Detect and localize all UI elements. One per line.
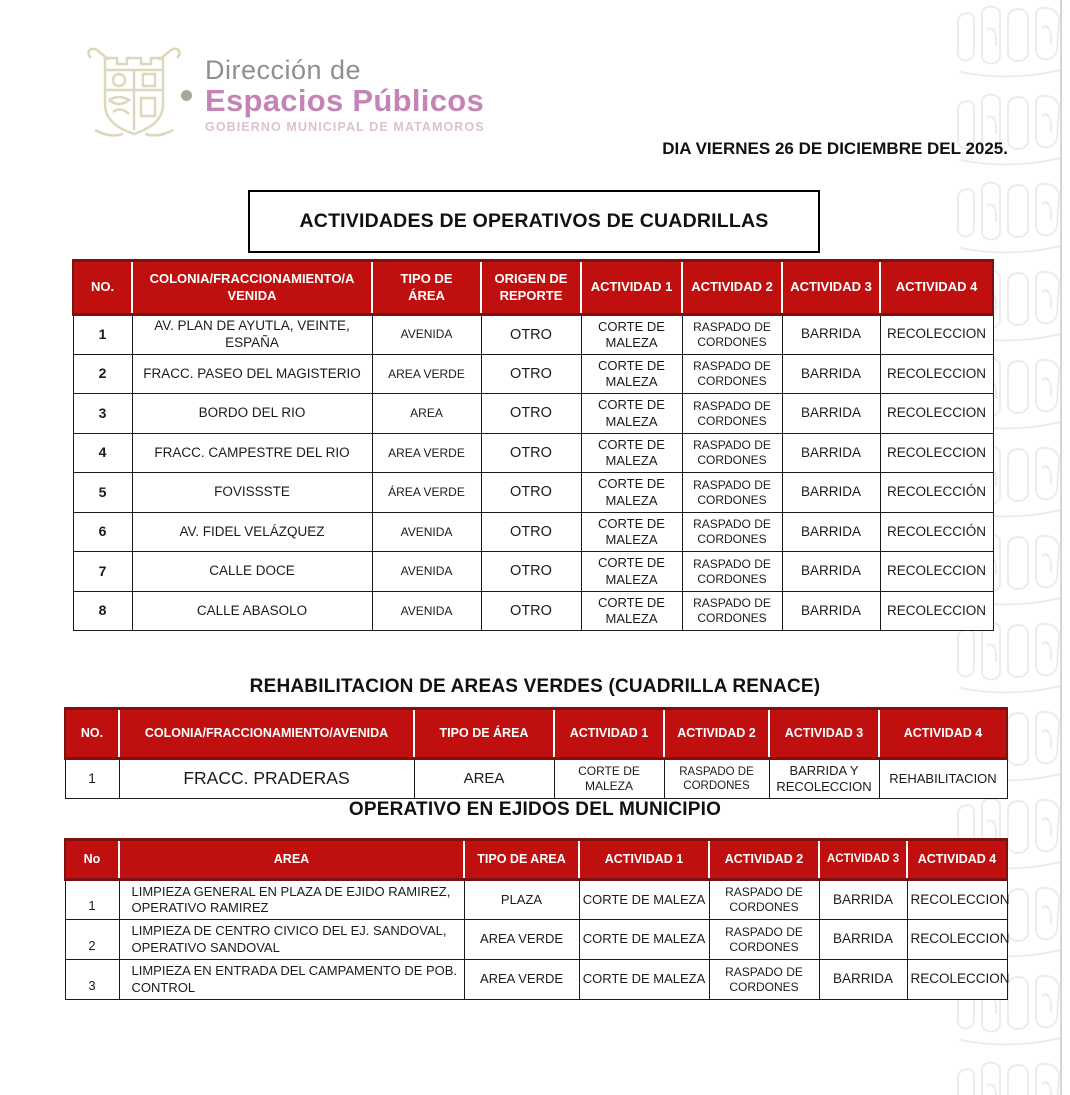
table-cell: CORTE DE MALEZA <box>581 354 682 394</box>
column-header: TIPO DE ÁREA <box>414 709 554 759</box>
column-header: ACTIVIDAD 1 <box>554 709 664 759</box>
column-header: ACTIVIDAD 4 <box>879 709 1007 759</box>
table-cell: AREA VERDE <box>372 354 481 394</box>
table-cell: RASPADO DE CORDONES <box>682 473 782 513</box>
table-cell: CORTE DE MALEZA <box>581 591 682 631</box>
table-cell: 2 <box>73 354 132 394</box>
table-cell: CORTE DE MALEZA <box>554 759 664 799</box>
table-cell: CALLE DOCE <box>132 552 372 592</box>
table-cell: AREA VERDE <box>464 960 579 1000</box>
table-cell: 6 <box>73 512 132 552</box>
table-cell: CORTE DE MALEZA <box>581 315 682 355</box>
table-cell: BORDO DEL RIO <box>132 394 372 434</box>
table-cell: RASPADO DE CORDONES <box>709 880 819 920</box>
table-cell: AREA <box>414 759 554 799</box>
table-cell: RECOLECCION <box>907 920 1007 960</box>
column-header: TIPO DE AREA <box>464 840 579 880</box>
section2-title: REHABILITACION DE AREAS VERDES (CUADRILLA RENACE) <box>249 676 821 697</box>
table-cell: RECOLECCION <box>880 354 993 394</box>
header-row <box>73 261 993 315</box>
table-cell: OTRO <box>481 473 581 513</box>
table-cell: RASPADO DE CORDONES <box>709 960 819 1000</box>
table-row <box>65 880 1007 920</box>
table-cell: CORTE DE MALEZA <box>579 880 709 920</box>
table-cell: RASPADO DE CORDONES <box>682 512 782 552</box>
table-cell: LIMPIEZA EN ENTRADA DEL CAMPAMENTO DE POB. CONTROL <box>119 960 464 1000</box>
table-cell: RASPADO DE CORDONES <box>682 591 782 631</box>
table-cell: CORTE DE MALEZA <box>581 433 682 473</box>
column-header: ACTIVIDAD 1 <box>581 261 682 315</box>
table-row <box>73 394 993 434</box>
ejidos-table <box>64 838 1008 1000</box>
brand-text-block <box>205 56 485 134</box>
table-cell: 7 <box>73 552 132 592</box>
table-row <box>73 552 993 592</box>
table-cell: RECOLECCIÓN <box>880 512 993 552</box>
table-cell: AV. FIDEL VELÁZQUEZ <box>132 512 372 552</box>
table-cell: RECOLECCION <box>907 880 1007 920</box>
section1-title-box: ACTIVIDADES DE OPERATIVOS DE CUADRILLAS <box>248 190 820 253</box>
column-header: ACTIVIDAD 4 <box>907 840 1007 880</box>
column-header: ACTIVIDAD 1 <box>579 840 709 880</box>
table-cell: ÁREA VERDE <box>372 473 481 513</box>
table-row <box>73 512 993 552</box>
org-name-main: Espacios Públicos <box>205 83 485 119</box>
table-cell: AVENIDA <box>372 591 481 631</box>
column-header: ACTIVIDAD 3 <box>782 261 880 315</box>
table-cell: 1 <box>73 315 132 355</box>
table-cell: OTRO <box>481 591 581 631</box>
table-cell: CALLE ABASOLO <box>132 591 372 631</box>
column-header: ACTIVIDAD 3 <box>769 709 879 759</box>
table-cell: OTRO <box>481 354 581 394</box>
column-header: ACTIVIDAD 2 <box>709 840 819 880</box>
table-cell: PLAZA <box>464 880 579 920</box>
column-header: NO. <box>65 709 119 759</box>
table-cell: BARRIDA <box>782 433 880 473</box>
table-cell: CORTE DE MALEZA <box>581 473 682 513</box>
column-header: ACTIVIDAD 2 <box>664 709 769 759</box>
table-cell: BARRIDA <box>782 552 880 592</box>
table-cell: AREA VERDE <box>372 433 481 473</box>
table-cell: FRACC. CAMPESTRE DEL RIO <box>132 433 372 473</box>
column-header: COLONIA/FRACCIONAMIENTO/AVENIDA <box>119 709 414 759</box>
column-header: No <box>65 840 119 880</box>
cuadrillas-table <box>72 259 994 631</box>
table-cell: RASPADO DE CORDONES <box>682 433 782 473</box>
page-edge-line <box>1060 0 1062 1095</box>
org-subtitle: GOBIERNO MUNICIPAL DE MATAMOROS <box>205 119 485 134</box>
table-cell: 1 <box>65 880 119 920</box>
table-row <box>73 315 993 355</box>
table-cell: CORTE DE MALEZA <box>579 960 709 1000</box>
table-cell: OTRO <box>481 512 581 552</box>
table-cell: AREA <box>372 394 481 434</box>
table-row <box>73 591 993 631</box>
table-cell: LIMPIEZA GENERAL EN PLAZA DE EJIDO RAMIREZ, OPERATIVO RAMIREZ <box>119 880 464 920</box>
table-cell: 5 <box>73 473 132 513</box>
column-header: ACTIVIDAD 4 <box>880 261 993 315</box>
table-cell: 3 <box>73 394 132 434</box>
table-cell: BARRIDA <box>782 512 880 552</box>
column-header: TIPO DE ÁREA <box>372 261 481 315</box>
table-cell: OTRO <box>481 433 581 473</box>
table-cell: RASPADO DE CORDONES <box>682 354 782 394</box>
table-cell: RECOLECCION <box>880 433 993 473</box>
org-name-top: Dirección de <box>205 55 362 85</box>
table-cell: RECOLECCION <box>880 394 993 434</box>
table-cell: AV. PLAN DE AYUTLA, VEINTE, ESPAÑA <box>132 315 372 355</box>
municipal-crest-icon <box>83 42 185 142</box>
table-row <box>65 920 1007 960</box>
brand-dot-icon <box>181 90 192 101</box>
table-cell: 3 <box>65 960 119 1000</box>
table-cell: AVENIDA <box>372 315 481 355</box>
table-cell: RECOLECCIÓN <box>880 473 993 513</box>
table-cell: CORTE DE MALEZA <box>581 512 682 552</box>
table-cell: 4 <box>73 433 132 473</box>
table-cell: RECOLECCION <box>880 315 993 355</box>
report-date: DIA VIERNES 26 DE DICIEMBRE DEL 2025. <box>662 139 1008 158</box>
table-cell: CORTE DE MALEZA <box>581 552 682 592</box>
column-header: AREA <box>119 840 464 880</box>
column-header: NO. <box>73 261 132 315</box>
table-cell: BARRIDA <box>782 394 880 434</box>
table-cell: BARRIDA <box>819 920 907 960</box>
table-row <box>65 960 1007 1000</box>
table-cell: CORTE DE MALEZA <box>581 394 682 434</box>
header-row <box>65 840 1007 880</box>
table-cell: BARRIDA <box>819 960 907 1000</box>
column-header: ACTIVIDAD 3 <box>819 840 907 880</box>
table-cell: BARRIDA <box>782 473 880 513</box>
table-cell: BARRIDA <box>782 591 880 631</box>
table-row <box>73 433 993 473</box>
table-row <box>73 354 993 394</box>
table-cell: CORTE DE MALEZA <box>579 920 709 960</box>
header-row <box>65 709 1007 759</box>
table-cell: REHABILITACION <box>879 759 1007 799</box>
table-cell: FRACC. PRADERAS <box>119 759 414 799</box>
table-cell: RASPADO DE CORDONES <box>664 759 769 799</box>
table-cell: OTRO <box>481 315 581 355</box>
column-header: ACTIVIDAD 2 <box>682 261 782 315</box>
table-cell: AVENIDA <box>372 552 481 592</box>
column-header: COLONIA/FRACCIONAMIENTO/A VENIDA <box>132 261 372 315</box>
table-cell: FOVISSSTE <box>132 473 372 513</box>
table-cell: RASPADO DE CORDONES <box>682 315 782 355</box>
table-cell: RECOLECCION <box>880 552 993 592</box>
table-cell: BARRIDA <box>782 354 880 394</box>
table-row <box>65 759 1007 799</box>
table-cell: FRACC. PASEO DEL MAGISTERIO <box>132 354 372 394</box>
table-cell: BARRIDA Y RECOLECCION <box>769 759 879 799</box>
table-cell: 2 <box>65 920 119 960</box>
table-cell: OTRO <box>481 394 581 434</box>
table-row <box>73 473 993 513</box>
table-cell: LIMPIEZA DE CENTRO CIVICO DEL EJ. SANDOVAL, OPERATIVO SANDOVAL <box>119 920 464 960</box>
table-cell: RASPADO DE CORDONES <box>709 920 819 960</box>
table-cell: RASPADO DE CORDONES <box>682 394 782 434</box>
table-cell: 1 <box>65 759 119 799</box>
table-cell: RASPADO DE CORDONES <box>682 552 782 592</box>
table-cell: AREA VERDE <box>464 920 579 960</box>
table-cell: 8 <box>73 591 132 631</box>
table-cell: RECOLECCION <box>907 960 1007 1000</box>
column-header: ORIGEN DE REPORTE <box>481 261 581 315</box>
table-cell: BARRIDA <box>782 315 880 355</box>
table-cell: RECOLECCION <box>880 591 993 631</box>
section3-title: OPERATIVO EN EJIDOS DEL MUNICIPIO <box>348 799 722 820</box>
table-cell: AVENIDA <box>372 512 481 552</box>
table-cell: BARRIDA <box>819 880 907 920</box>
table-cell: OTRO <box>481 552 581 592</box>
renace-table <box>64 707 1008 799</box>
